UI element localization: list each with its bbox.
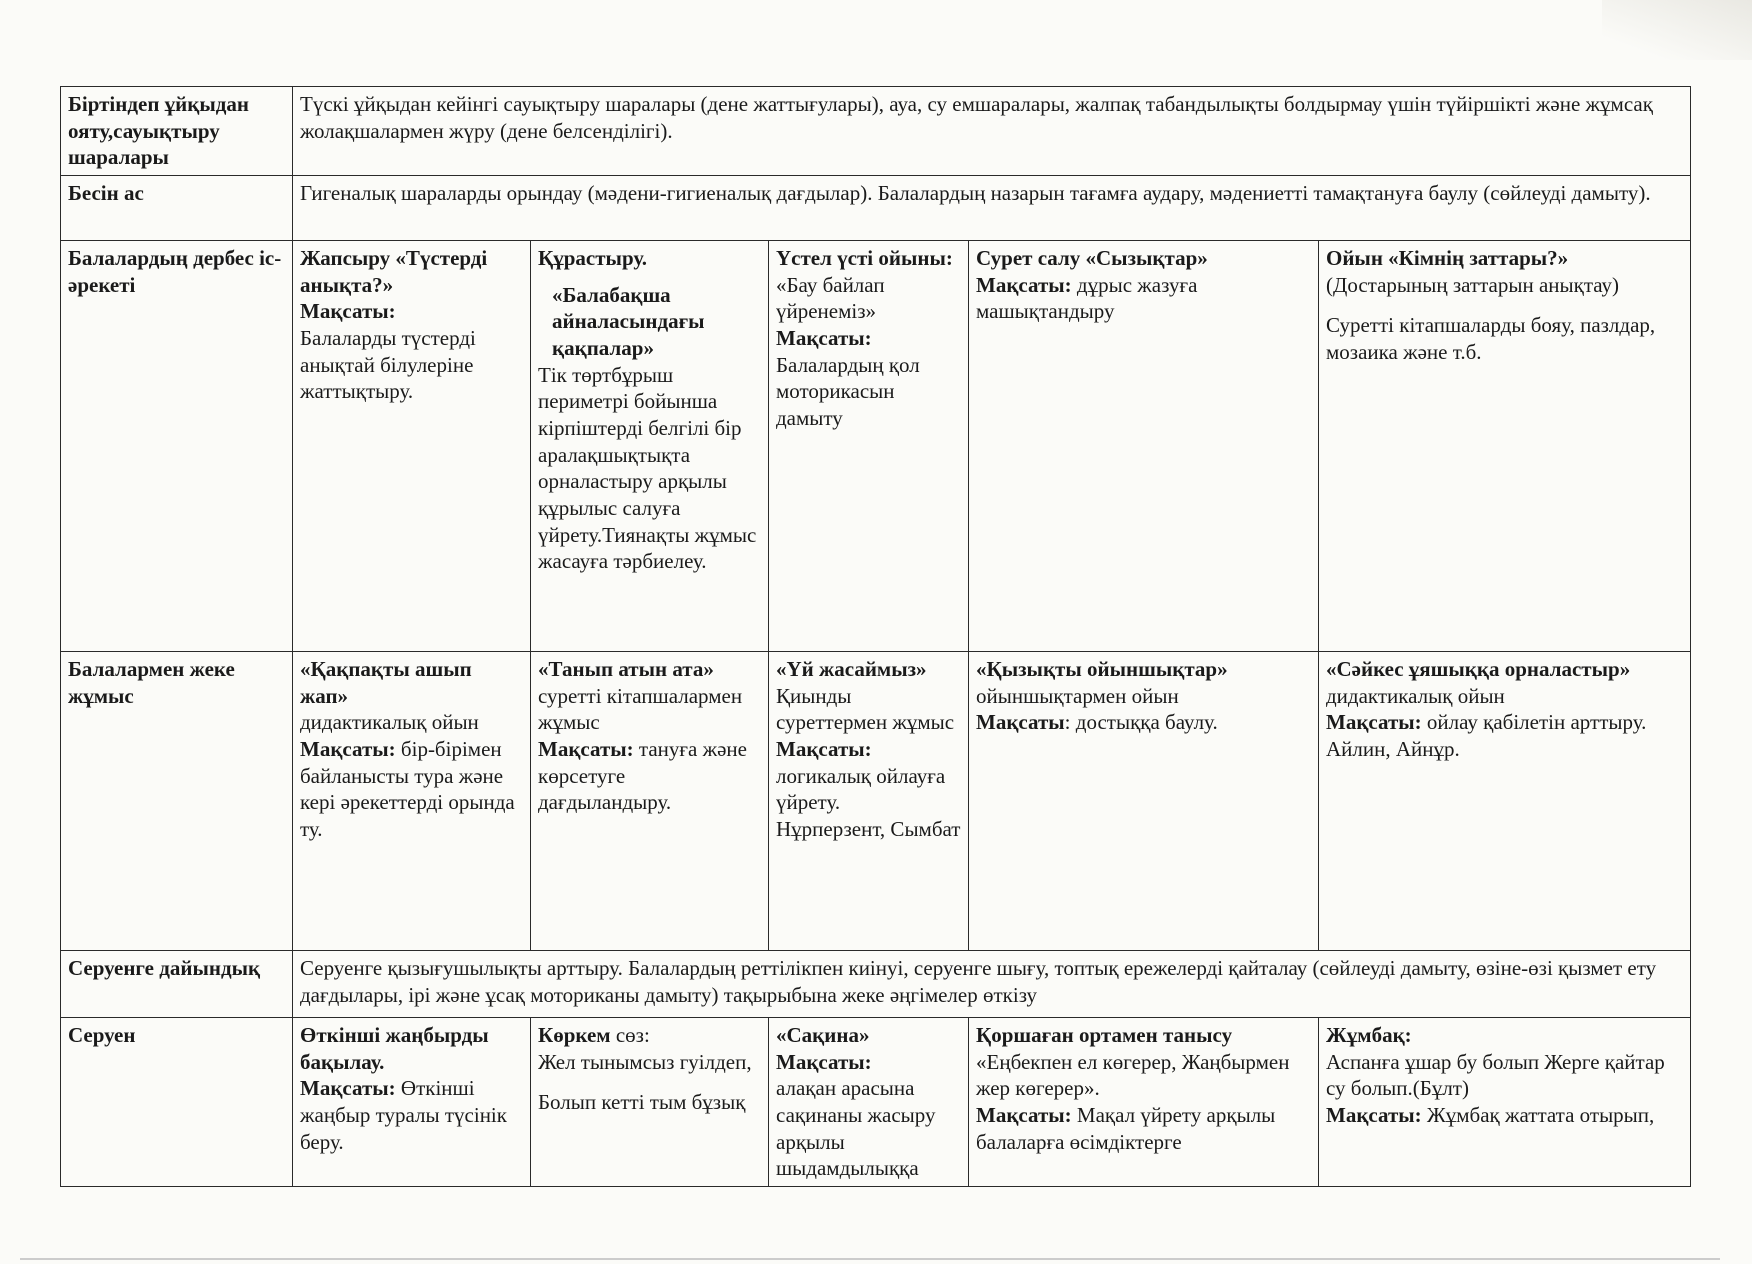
cell-title: Ойын «Кімнің заттары?» [1326, 245, 1569, 270]
individual-cell-1 [293, 651, 531, 950]
page-bottom-edge [20, 1258, 1720, 1260]
goal-label: Мақсаты: [300, 299, 396, 324]
goal-text: Жұмбақ жаттата отырып, [1421, 1102, 1655, 1127]
goal-text: Балаларды түстерді анықтай білулеріне жаттықтыру. [300, 325, 476, 404]
row-label-independent: Балалардың дербес іс-әрекеті [61, 240, 293, 651]
row-label-prep: Серуенге дайындық [61, 950, 293, 1017]
cell-text: Тік төртбұрыш периметрі бойынша кірпіштерді белгілі бір аралақшықтықта орналастыру арқылы құрылыс салуға үйрету.Тиянақты жұмыс жасауға тәрбиелеу. [538, 362, 757, 574]
cell-title: «Қақпақты ашып жап» [300, 656, 472, 708]
goal-label: Мақсаты: [776, 325, 872, 350]
goal-label: Мақсаты: [1326, 1102, 1422, 1127]
individual-cell-4 [969, 651, 1319, 950]
goal-text: тануға және көрсетуге дағдыландыру. [538, 736, 747, 815]
walk-cell-3 [769, 1017, 969, 1186]
independent-cell-3 [769, 240, 969, 651]
cell-text: суретті кітапшалармен жұмыс [538, 683, 743, 735]
goal-text: алақан арасына сақинаны жасыру арқылы шыдамдылыққа [776, 1076, 936, 1181]
table-row [61, 175, 1691, 240]
goal-label: Мақсаты: [1326, 710, 1422, 735]
walk-cell-1 [293, 1017, 531, 1186]
cell-text: дидактикалық ойын [1326, 683, 1505, 708]
individual-cell-5 [1319, 651, 1691, 950]
cell-text: Қиынды суреттермен жұмыс [776, 683, 955, 735]
independent-cell-4 [969, 240, 1319, 651]
cell-title: Жұмбақ: [1326, 1022, 1412, 1047]
cell-text: (Достарының заттарын анықтау) [1326, 272, 1620, 297]
cell-text: ойыншықтармен ойын [976, 683, 1179, 708]
goal-text: логикалық ойлауға үйрету. [776, 763, 946, 815]
row-label-individual: Балалармен жеке жұмыс [61, 651, 293, 950]
goal-label: Мақсаты: [776, 736, 872, 761]
table-row [61, 1017, 1691, 1186]
goal-text: дұрыс жазуға машықтандыру [976, 272, 1198, 324]
cell-title: Қоршаған ортамен танысу [976, 1022, 1233, 1047]
goal-text: ойлау қабілетін арттыру. [1426, 710, 1647, 735]
individual-cell-2 [531, 651, 769, 950]
child-names: Нұрперзент, Сымбат [776, 816, 961, 841]
cell-extra: Суретті кітапшаларды бояу, пазлдар, мозаика және т.б. [1326, 313, 1656, 364]
table-row [61, 950, 1691, 1017]
page-corner-fold [1602, 0, 1752, 60]
row-label-snack: Бесін ас [61, 175, 293, 240]
goal-text: Өткінші жаңбыр туралы түсінік беру. [300, 1076, 507, 1154]
cell-title: Өткінші жаңбырды бақылау. [300, 1022, 489, 1074]
wake-content: Түскі ұйқыдан кейінгі сауықтыру шаралары (дене жаттығулары), ауа, су емшаралары, жалпақ табандылықты болдырмау үшін түйіршікті және жұмсақ жолақшалармен жүру (дене белсенділігі). [293, 87, 1691, 176]
walk-cell-5 [1319, 1017, 1691, 1186]
cell-title: «Үй жасаймыз» [776, 656, 927, 681]
goal-text: : достыққа баулу. [1064, 710, 1218, 735]
table-row [61, 87, 1691, 176]
walk-cell-2 [531, 1017, 769, 1186]
cell-title: «Танып атын ата» [538, 656, 714, 681]
goal-label: Мақсаты: [300, 1076, 396, 1101]
goal-label: Мақсаты: [976, 1102, 1072, 1127]
table-row [61, 240, 1691, 651]
cell-subtitle: «Балабақша айналасындағы қақпалар» [552, 282, 705, 360]
cell-title: «Сәйкес ұяшыққа орналастыр» [1326, 656, 1631, 681]
cell-title-rest: сөз: [610, 1022, 650, 1047]
daily-plan-table [60, 86, 1691, 1187]
goal-text: Балалардың қол моторикасын дамыту [776, 352, 920, 430]
goal-text: Мақал үйрету арқылы балаларға өсімдіктерге [976, 1102, 1276, 1154]
goal-label: Мақсаты: [776, 1049, 872, 1074]
cell-title: Үстел үсті ойыны: [776, 245, 953, 270]
individual-cell-3 [769, 651, 969, 950]
cell-title: Сурет салу «Сызықтар» [976, 245, 1208, 270]
row-label-wake: Біртіндеп ұйқыдан ояту,сауықтыру шаралары [61, 87, 293, 176]
goal-label: Мақсаты: [300, 736, 396, 761]
cell-text: «Бау байлап үйренеміз» [776, 272, 885, 324]
prep-content: Серуенге қызығушылықты арттыру. Балалардың реттілікпен киінуі, серуенге шығу, топтық ережелерді қайталау (сөйлеуді дамыту, өзіне-өзі қызмет ету дағдылары, ірі және ұсақ моториканы дамыту) тақырыбына жеке әңгімелер өткізу [293, 950, 1691, 1017]
table-row [61, 651, 1691, 950]
cell-text: Аспанға ұшар бу болып Жерге қайтар су болып.(Бұлт) [1326, 1049, 1665, 1101]
goal-label: Мақсаты [976, 710, 1065, 735]
goal-label: Мақсаты: [538, 736, 634, 761]
poem-line-2: Болып кетті тым бұзық [538, 1090, 746, 1115]
goal-label: Мақсаты: [976, 272, 1072, 297]
child-names: Айлин, Айнұр. [1326, 736, 1460, 761]
independent-cell-1 [293, 240, 531, 651]
goal-text: бір-бірімен байланысты тура және кері әрекеттерді орында ту. [300, 736, 515, 841]
independent-cell-2 [531, 240, 769, 651]
walk-cell-4 [969, 1017, 1319, 1186]
cell-title: «Сақина» [776, 1022, 870, 1047]
cell-title: Құрастыру. [538, 245, 647, 270]
cell-title: «Қызықты ойыншықтар» [976, 656, 1228, 681]
independent-cell-5 [1319, 240, 1691, 651]
row-label-walk: Серуен [61, 1017, 293, 1186]
snack-content: Гигеналық шараларды орындау (мәдени-гигиеналық дағдылар). Балалардың назарын тағамға аудару, мәдениетті тамақтануға баулу (сөйлеуді дамыту). [293, 175, 1691, 240]
poem-line-1: Жел тынымсыз гуілдеп, [538, 1049, 752, 1074]
cell-title: Көркем [538, 1022, 611, 1047]
cell-text: «Еңбекпен ел көгерер, Жаңбырмен жер көгерер». [976, 1049, 1290, 1101]
cell-text: дидактикалық ойын [300, 710, 479, 735]
cell-title: Жапсыру «Түстерді анықта?» [300, 245, 488, 297]
